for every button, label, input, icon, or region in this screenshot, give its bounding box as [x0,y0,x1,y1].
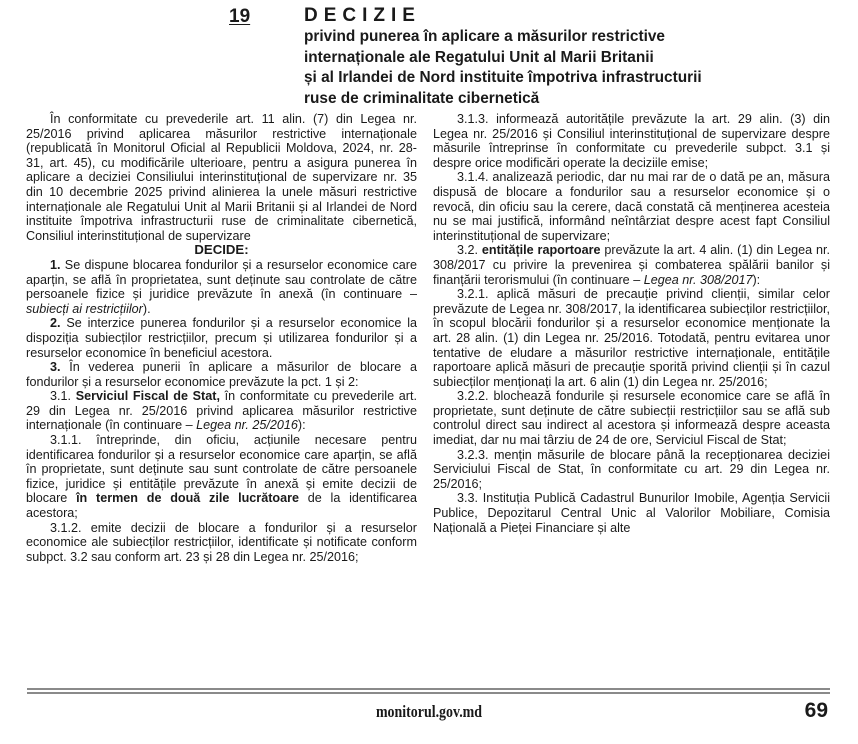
paragraph-3-1 [26,389,417,433]
subtitle-line: și al Irlandei de Nord instituite împotriva infrastructurii [304,69,702,86]
footer-divider [27,688,830,690]
defined-term: subiecți ai restricțiilor [26,301,143,316]
paragraph-text: ): [297,418,306,433]
paragraph-3-2-2: 3.2.2. blochează fondurile și resursele economice care se află în proprietate, sunt deținute de către subiecții restricțiilor sau se află sub controlul direct sau indirect al acestora și informează despre aceasta imediat, dar nu mai târziu de 24 de ore, Serviciul Fiscal de Stat; [433,389,830,448]
paragraph-3-1-4: 3.1.4. analizează periodic, dar nu mai rar de o dată pe an, măsura dispusă de blocare a fondurilor sau a resurselor economice și o revocă, din oficiu sau la cerere, dacă constată că menținerea acesteia nu se mai justifică, informând neîntârziat despre acest fapt Consiliul interinstituțional de supervizare; [433,170,830,243]
paragraph-1 [26,258,417,316]
subtitle-line: privind punerea în aplicare a măsurilor restrictive [304,28,665,45]
paragraph-3-2-1: 3.2.1. aplică măsuri de precauție privind clienții, similar celor prevăzute de Legea nr. 308/2017, la identificarea subiecților restricțiilor, în scopul blocării fondurilor și a resurselor economice menționate la art. 28 alin. (1) din Legea nr. 25/2016. Totodată, pentru evitarea unor tentative de eludare a măsurilor restrictive internaționale, entitățile raportoare aplică măsuri de precauție sporită privind clienții și în cazul subiecților menționați la art. 6 alin (1) din Legea nr. 25/2016; [433,287,830,389]
paragraph-number: 2. [50,316,61,331]
deadline-emphasis: în termen de două zile lucrătoare [76,491,300,506]
paragraph-text: Se dispune blocarea fondurilor și a resurselor economice care aparțin, se află în proprietatea, sunt deținute sau controlate de către persoanele fizice și juridice prevăzute în anexă (în continuare – [26,257,417,302]
entity-name: Serviciul Fiscal de Stat, [75,389,220,404]
paragraph-text: Se interzice punerea fondurilor și a resurselor economice la dispoziția subiecților restricțiilor, precum și utilizarea fondurilor și a resurselor economice în beneficiul acestora. [26,316,417,360]
paragraph-text: de la identificarea acestora; [26,491,417,521]
paragraph-number: 3.2. [457,243,482,258]
document-number: 19 [229,6,251,27]
paragraph-text: ). [142,301,151,316]
defined-term: Legea nr. 308/2017 [643,272,753,287]
defined-term: Legea nr. 25/2016 [196,418,298,433]
paragraph-text: În vederea punerii în aplicare a măsurilor de blocare a fondurilor și a resurselor economice prevăzute la pct. 1 și 2: [26,360,417,389]
footer-website: monitorul.gov.md [375,702,483,721]
document-header [304,5,824,109]
subtitle-line: internaționale ale Regatului Unit al Marii Britanii [304,48,654,66]
document-title: DECIZIE [304,5,421,26]
entity-name: entitățile raportoare [481,243,601,258]
document-subtitle [304,27,824,109]
subtitle-line: ruse de criminalitate cibernetică [304,89,540,107]
paragraph-3-1-3: 3.1.3. informează autoritățile prevăzute la art. 29 alin. (3) din Legea nr. 25/2016 și Consiliul interinstituțional de supervizare despre măsurile întreprinse în conformitate cu prevederile subpct. 3.1 și despre orice modificări operate la deciziile emise; [433,112,830,170]
paragraph-number: 1. [50,257,61,272]
paragraph-text: prevăzute la art. 4 alin. (1) din Legea nr. 308/2017 cu privire la prevenirea și combaterea spălării banilor și finanțării terorismului (în continuare – [433,243,830,287]
paragraph-3-1-2: 3.1.2. emite decizii de blocare a fondurilor și a resurselor economice ale subiecților restricțiilor, identificate și notificate conform subpct. 3.2 sau conform art. 23 și 28 din Legea nr. 25/2016; [26,520,417,564]
paragraph-2 [26,316,417,360]
paragraph-3-2-3: 3.2.3. mențin măsurile de blocare până la recepționarea deciziei Serviciului Fiscal de Stat, în conformitate cu art. 29 din Legea nr. 25/2016; [433,447,830,491]
paragraph-text: în conformitate cu prevederile art. 29 din Legea nr. 25/2016 privind aplicarea măsurilor restrictive internaționale (în continuare – [26,389,417,433]
footer-divider [27,692,830,694]
decide-heading: DECIDE: [194,242,249,258]
paragraph-number: 3. [50,360,61,375]
preamble-paragraph: În conformitate cu prevederile art. 11 alin. (7) din Legea nr. 25/2016 privind aplicarea măsurilor restrictive internaționale (republicată în Monitorul Oficial al Republicii Moldova, 2024, nr. 28-31, art. 45), cu modificările ulterioare, pentru a asigura punerea în aplicare a deciziei Consiliului interinstituțional de supervizare nr. 35 din 10 decembrie 2025 privind alinierea la unele măsuri restrictive internaționale ale Regatului Unit al Marii Britanii și al Irlandei de Nord instituite împotriva infrastructurii ruse de criminalitate cibernetică, Consiliul interinstituțional de supervizare [26,112,417,243]
paragraph-text: 3.1.1. întreprinde, din oficiu, acțiunile necesare pentru identificarea fondurilor și a resurselor economice care aparțin, se află în proprietate, sunt deținute sau sunt controlate de către persoanele fizice, juridice și entitățile prevăzute în anexă și emite decizii de blocare [26,433,417,506]
paragraph-text: ): [752,272,761,287]
paragraph-3-1-1 [26,433,417,521]
paragraph-3-3: 3.3. Instituția Publică Cadastrul Bunurilor Imobile, Agenția Servicii Publice, Depozitarul Central Unic al Valorilor Mobiliare, Comisia Națională a Pieței Financiare și alte [433,491,830,535]
page-number: 69 [804,699,828,722]
right-column [433,112,830,535]
paragraph-3-2 [433,243,830,287]
paragraph-3 [26,360,417,389]
left-column [26,112,417,564]
paragraph-number: 3.1. [50,389,76,404]
